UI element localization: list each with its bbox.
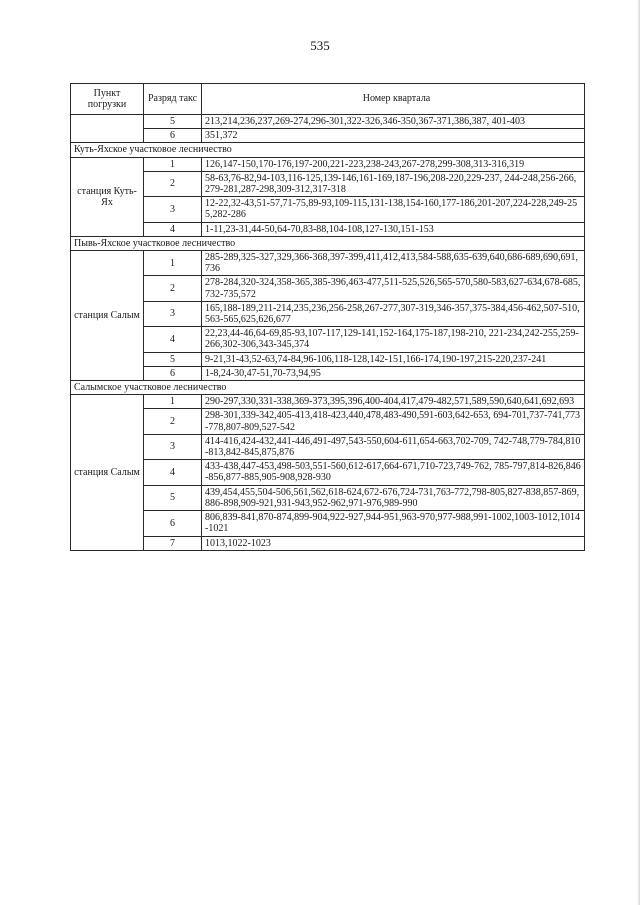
quarter-numbers-cell: 165,188-189,211-214,235,236,256-258,267-277,307-319,346-357,375-384,456-462,507-510,563-565,625,626,677 <box>202 301 585 326</box>
table-row <box>71 197 585 222</box>
quarter-numbers-cell: 1013,1022-1023 <box>202 536 585 550</box>
tax-rank-cell: 3 <box>144 197 202 222</box>
table-row <box>71 366 585 380</box>
quarter-numbers-cell: 1-8,24-30,47-51,70-73,94,95 <box>202 366 585 380</box>
table-row <box>71 409 585 434</box>
tax-rank-cell: 5 <box>144 352 202 366</box>
table-row <box>71 460 585 485</box>
section-title: Салымское участковое лесничество <box>71 381 585 395</box>
page-number: 535 <box>310 38 330 53</box>
tax-rank-cell: 1 <box>144 251 202 276</box>
tax-rank-cell: 5 <box>144 115 202 129</box>
tax-rank-cell: 4 <box>144 460 202 485</box>
loading-point-cell: станция Салым <box>71 395 144 550</box>
tax-rank-cell: 6 <box>144 129 202 143</box>
table-row <box>71 251 585 276</box>
section-title: Куть-Яхское участковое лесничество <box>71 143 585 157</box>
quarter-numbers-cell: 9-21,31-43,52-63,74-84,96-106,118-128,142-151,166-174,190-197,215-220,237-241 <box>202 352 585 366</box>
quarter-numbers-cell: 285-289,325-327,329,366-368,397-399,411,412,413,584-588,635-639,640,686-689,690,691,736 <box>202 251 585 276</box>
quarter-numbers-cell: 439,454,455,504-506,561,562,618-624,672-676,724-731,763-772,798-805,827-838,857-869,886-898,909-921,931-943,952-962,971-976,989-990 <box>202 485 585 510</box>
tax-rank-cell: 4 <box>144 222 202 236</box>
tax-rank-cell: 2 <box>144 276 202 301</box>
quarter-numbers-cell: 351,372 <box>202 129 585 143</box>
tax-rank-cell: 1 <box>144 157 202 171</box>
forestry-quarters-table <box>70 83 585 551</box>
quarter-numbers-cell: 1-11,23-31,44-50,64-70,83-88,104-108,127-130,151-153 <box>202 222 585 236</box>
table-row <box>71 536 585 550</box>
quarter-numbers-cell: 126,147-150,170-176,197-200,221-223,238-243,267-278,299-308,313-316,319 <box>202 157 585 171</box>
header-tax-rank: Разряд такс <box>144 84 202 115</box>
tax-rank-cell: 7 <box>144 536 202 550</box>
section-row <box>71 381 585 395</box>
quarter-numbers-cell: 278-284,320-324,358-365,385-396,463-477,511-525,526,565-570,580-583,627-634,678-685,732-735,572 <box>202 276 585 301</box>
tax-rank-cell: 3 <box>144 434 202 459</box>
tax-rank-cell: 2 <box>144 409 202 434</box>
tax-rank-cell: 1 <box>144 395 202 409</box>
quarter-numbers-cell: 806,839-841,870-874,899-904,922-927,944-951,963-970,977-988,991-1002,1003-1012,1014-1021 <box>202 511 585 536</box>
table-row <box>71 301 585 326</box>
tax-rank-cell: 6 <box>144 511 202 536</box>
table-row <box>71 327 585 352</box>
tax-rank-cell: 2 <box>144 171 202 196</box>
header-loading-point: Пункт погрузки <box>71 84 144 115</box>
quarter-numbers-cell: 58-63,76-82,94-103,116-125,139-146,161-169,187-196,208-220,229-237, 244-248,256-266,279-281,287-298,309-312,317-318 <box>202 171 585 196</box>
tax-rank-cell: 4 <box>144 327 202 352</box>
loading-point-cell: станция Куть-Ях <box>71 157 144 236</box>
table-row <box>71 434 585 459</box>
section-row <box>71 143 585 157</box>
tax-rank-cell: 5 <box>144 485 202 510</box>
quarter-numbers-cell: 433-438,447-453,498-503,551-560,612-617,664-671,710-723,749-762, 785-797,814-826,846-856,877-885,905-908,928-930 <box>202 460 585 485</box>
quarter-numbers-cell: 12-22,32-43,51-57,71-75,89-93,109-115,131-138,154-160,177-186,201-207,224-228,249-255,282-286 <box>202 197 585 222</box>
header-quarter-number: Номер квартала <box>202 84 585 115</box>
quarter-numbers-cell: 213,214,236,237,269-274,296-301,322-326,346-350,367-371,386,387, 401-403 <box>202 115 585 129</box>
tax-rank-cell: 6 <box>144 366 202 380</box>
tax-rank-cell: 3 <box>144 301 202 326</box>
quarter-numbers-cell: 290-297,330,331-338,369-373,395,396,400-404,417,479-482,571,589,590,640,641,692,693 <box>202 395 585 409</box>
quarter-numbers-cell: 298-301,339-342,405-413,418-423,440,478,483-490,591-603,642-653, 694-701,737-741,773-778,807-809,527-542 <box>202 409 585 434</box>
table-row <box>71 222 585 236</box>
quarter-numbers-cell: 22,23,44-46,64-69,85-93,107-117,129-141,152-164,175-187,198-210, 221-234,242-255,259-266,302-306,343-345,374 <box>202 327 585 352</box>
section-row <box>71 236 585 250</box>
table-row <box>71 157 585 171</box>
table-row <box>71 129 585 143</box>
table-row <box>71 171 585 196</box>
table-row <box>71 352 585 366</box>
loading-point-cell: станция Салым <box>71 251 144 381</box>
loading-point-cell <box>71 115 144 143</box>
table-row <box>71 115 585 129</box>
table-row <box>71 395 585 409</box>
table-header-row <box>71 84 585 115</box>
section-title: Пывь-Яхское участковое лесничество <box>71 236 585 250</box>
table-row <box>71 276 585 301</box>
quarter-numbers-cell: 414-416,424-432,441-446,491-497,543-550,604-611,654-663,702-709, 742-748,779-784,810-813,842-845,875,876 <box>202 434 585 459</box>
table-row <box>71 485 585 510</box>
table-row <box>71 511 585 536</box>
